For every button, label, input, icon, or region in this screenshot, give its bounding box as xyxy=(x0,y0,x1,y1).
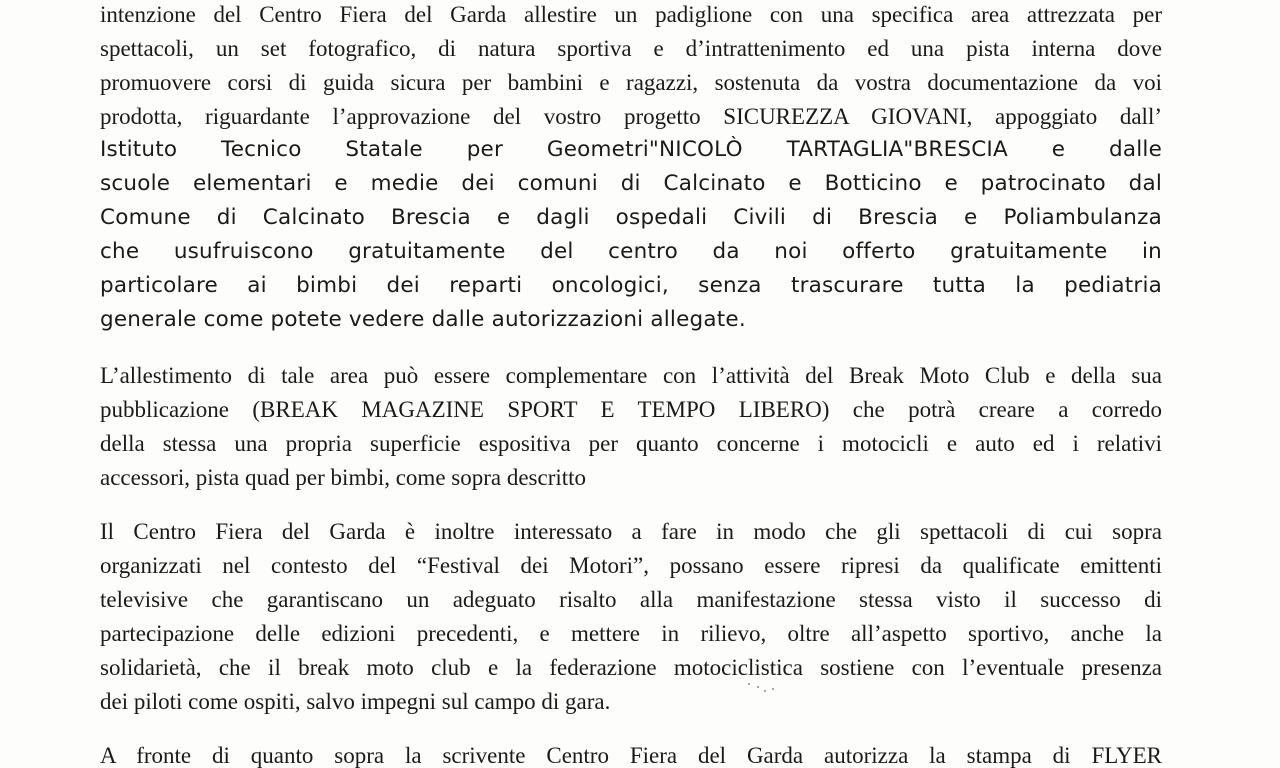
text-line: A fronte di quanto sopra la scrivente Centro Fiera del Garda autorizza la stampa di FLYER xyxy=(100,743,1162,768)
text-line: partecipazione delle edizioni precedenti, e mettere in rilievo, oltre all’aspetto sportivo, anche la xyxy=(100,621,1162,646)
text-line: della stessa una propria superficie espositiva per quanto concerne i motocicli e auto ed i relativi xyxy=(100,431,1162,456)
text-line: scuole elementari e medie dei comuni di Calcinato e Botticino e patrocinato dal xyxy=(100,171,1162,196)
text-line: Istituto Tecnico Statale per Geometri"NICOLÒ TARTAGLIA"BRESCIA e dalle xyxy=(100,137,1162,162)
text-line: televisive che garantiscano un adeguato risalto alla manifestazione stessa visto il successo di xyxy=(100,587,1162,612)
text-line: accessori, pista quad per bimbi, come sopra descritto xyxy=(100,465,587,490)
scan-speck xyxy=(764,690,766,692)
scan-speck xyxy=(757,686,759,688)
text-line: promuovere corsi di guida sicura per bambini e ragazzi, sostenuta da vostra documentazione da voi xyxy=(100,70,1162,95)
scan-speck xyxy=(748,683,750,685)
text-line: pubblicazione (BREAK MAGAZINE SPORT E TEMPO LIBERO) che potrà creare a corredo xyxy=(100,397,1162,422)
text-line: intenzione del Centro Fiera del Garda allestire un padiglione con una specifica area attrezzata per xyxy=(100,2,1162,27)
text-line: L’allestimento di tale area può essere complementare con l’attività del Break Moto Club e della sua xyxy=(100,363,1162,388)
text-line: generale come potete vedere dalle autorizzazioni allegate. xyxy=(100,307,746,332)
text-line: particolare ai bimbi dei reparti oncologici, senza trascurare tutta la pediatria xyxy=(100,273,1162,298)
text-line: dei piloti come ospiti, salvo impegni sul campo di gara. xyxy=(100,689,611,714)
text-line: Il Centro Fiera del Garda è inoltre interessato a fare in modo che gli spettacoli di cui sopra xyxy=(100,519,1162,544)
text-line: solidarietà, che il break moto club e la federazione motociclistica sostiene con l’eventuale presenza xyxy=(100,655,1162,680)
text-line: organizzati nel contesto del “Festival dei Motori”, possano essere ripresi da qualificate emittenti xyxy=(100,553,1162,578)
text-line: prodotta, riguardante l’approvazione del vostro progetto SICUREZZA GIOVANI, appoggiato dall’ xyxy=(100,104,1162,129)
text-line: spettacoli, un set fotografico, di natura sportiva e d’intrattenimento ed una pista interna dove xyxy=(100,36,1162,61)
text-line: che usufruiscono gratuitamente del centro da noi offerto gratuitamente in xyxy=(100,239,1162,264)
text-line: Comune di Calcinato Brescia e dagli ospedali Civili di Brescia e Poliambulanza xyxy=(100,205,1162,230)
scan-speck xyxy=(772,688,774,690)
